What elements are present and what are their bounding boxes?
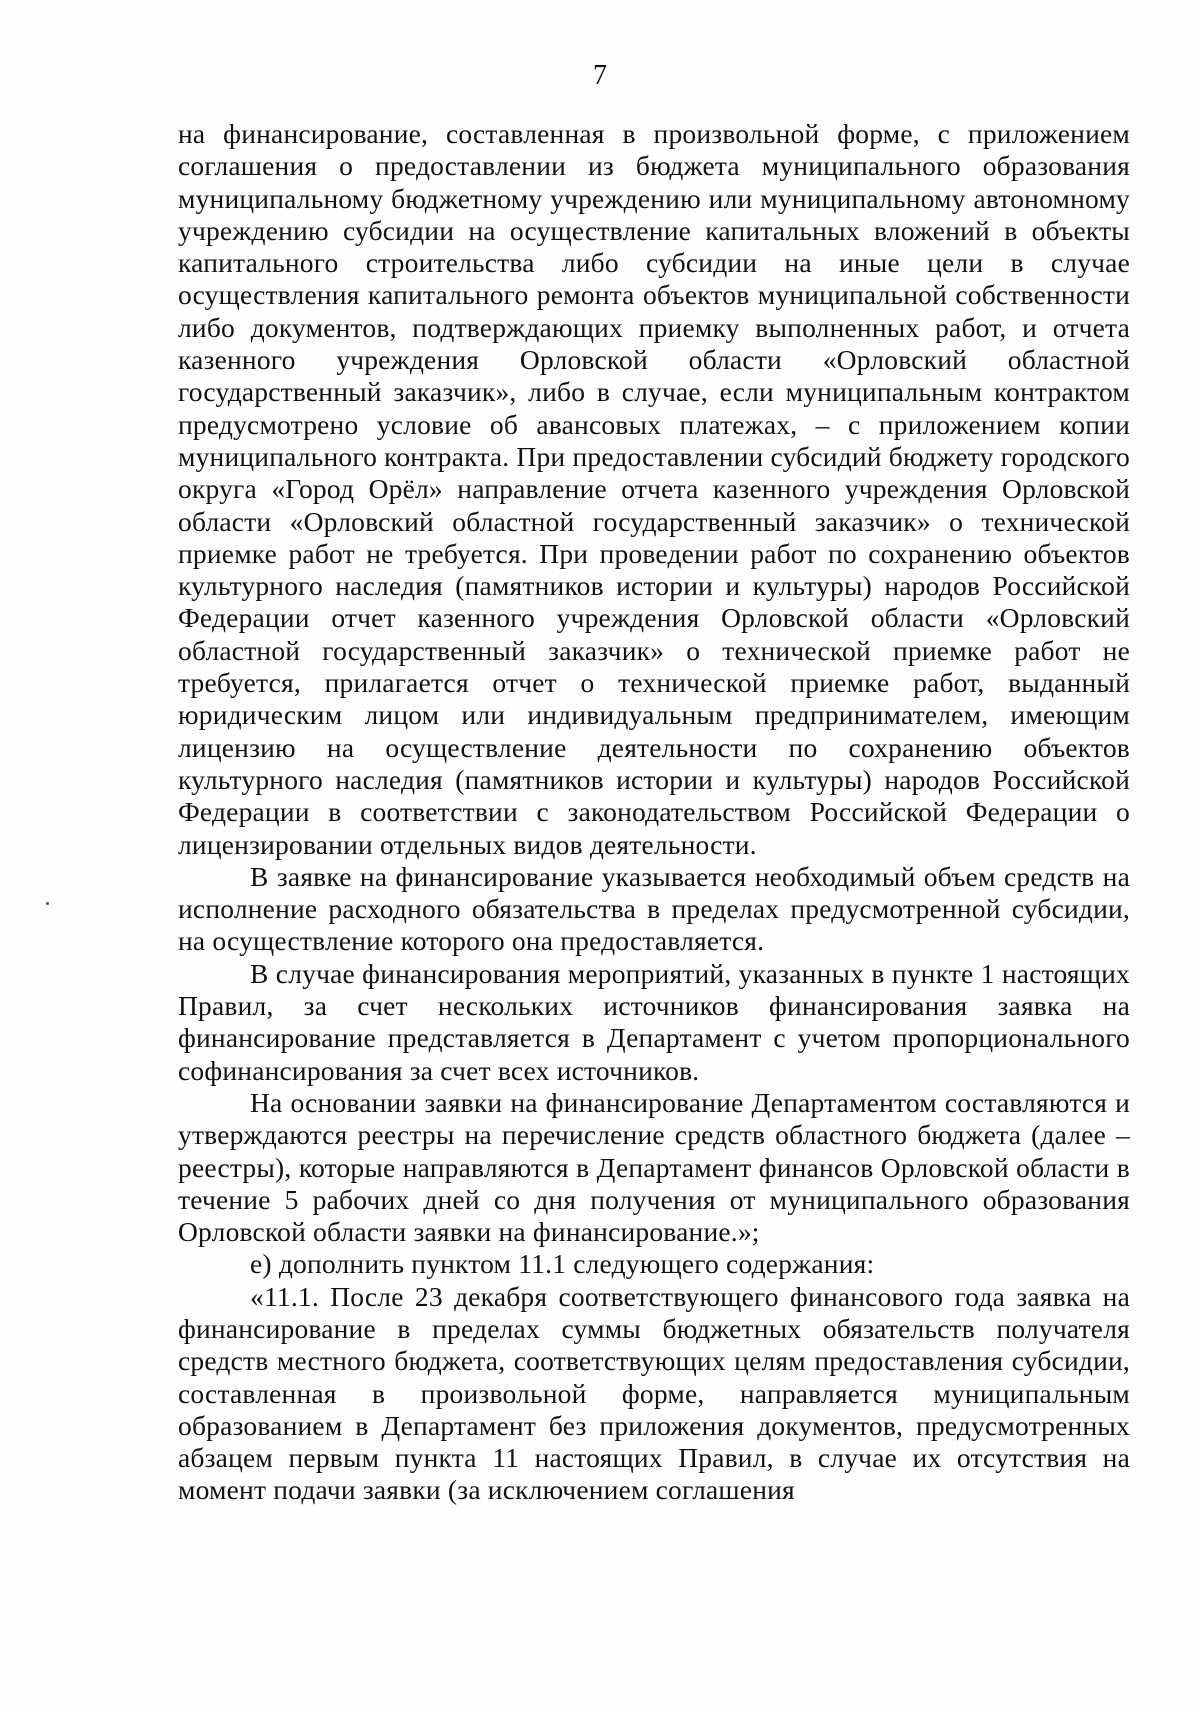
page-number: 7 (593, 60, 607, 91)
paragraph-cofinancing: В случае финансирования мероприятий, указанных в пункте 1 настоящих Правил, за счет нескольких источников финансирования заявка на финансирование представляется в Департамент с учетом пропорционального софинансирования за счет всех источников. (178, 957, 1130, 1086)
document-body (178, 118, 1130, 1507)
paragraph-amendment-e: е) дополнить пунктом 11.1 следующего содержания: (250, 1248, 875, 1280)
scan-speck (46, 902, 49, 905)
paragraph-clause-11-1: «11.1. После 23 декабря соответствующего финансового года заявка на финансирование в пределах суммы бюджетных обязательств получателя средств местного бюджета, соответствующих целям предоставления субсидии, составленная в произвольной форме, направляется муниципальным образованием в Департамент без приложения документов, предусмотренных абзацем первым пункта 11 настоящих Правил, в случае их отсутствия на момент подачи заявки (за исключением соглашения (178, 1280, 1130, 1506)
paragraph-application-volume: В заявке на финансирование указывается необходимый объем средств на исполнение расходного обязательства в пределах предусмотренной субсидии, на осуществление которого она предоставляется. (178, 860, 1130, 957)
paragraph-continuation: на финансирование, составленная в произвольной форме, с приложением соглашения о предоставлении из бюджета муниципального образования муниципальному бюджетному учреждению или муниципальному автономному учреждению субсидии на осуществление капитальных вложений в объекты капитального строительства либо субсидии на иные цели в случае осуществления капитального ремонта объектов муниципальной собственности либо документов, подтверждающих приемку выполненных работ, и отчета казенного учреждения Орловской области «Орловский областной государственный заказчик», либо в случае, если муниципальным контрактом предусмотрено условие об авансовых платежах, – с приложением копии муниципального контракта. При предоставлении субсидий бюджету городского округа «Город Орёл» направление отчета казенного учреждения Орловской области «Орловский областной государственный заказчик» о технической приемке работ не требуется. При проведении работ по сохранению объектов культурного наследия (памятников истории и культуры) народов Российской Федерации отчет казенного учреждения Орловской области «Орловский областной государственный заказчик» о технической приемке работ не требуется, прилагается отчет о технической приемке работ, выданный юридическим лицом или индивидуальным предпринимателем, имеющим лицензию на осуществление деятельности по сохранению объектов культурного наследия (памятников истории и культуры) народов Российской Федерации в соответствии с законодательством Российской Федерации о лицензировании отдельных видов деятельности. (178, 118, 1130, 860)
paragraph-registers: На основании заявки на финансирование Департаментом составляются и утверждаются реестры на перечисление средств областного бюджета (далее – реестры), которые направляются в Департамент финансов Орловской области в течение 5 рабочих дней со дня получения от муниципального образования Орловской области заявки на финансирование.»; (178, 1086, 1130, 1248)
